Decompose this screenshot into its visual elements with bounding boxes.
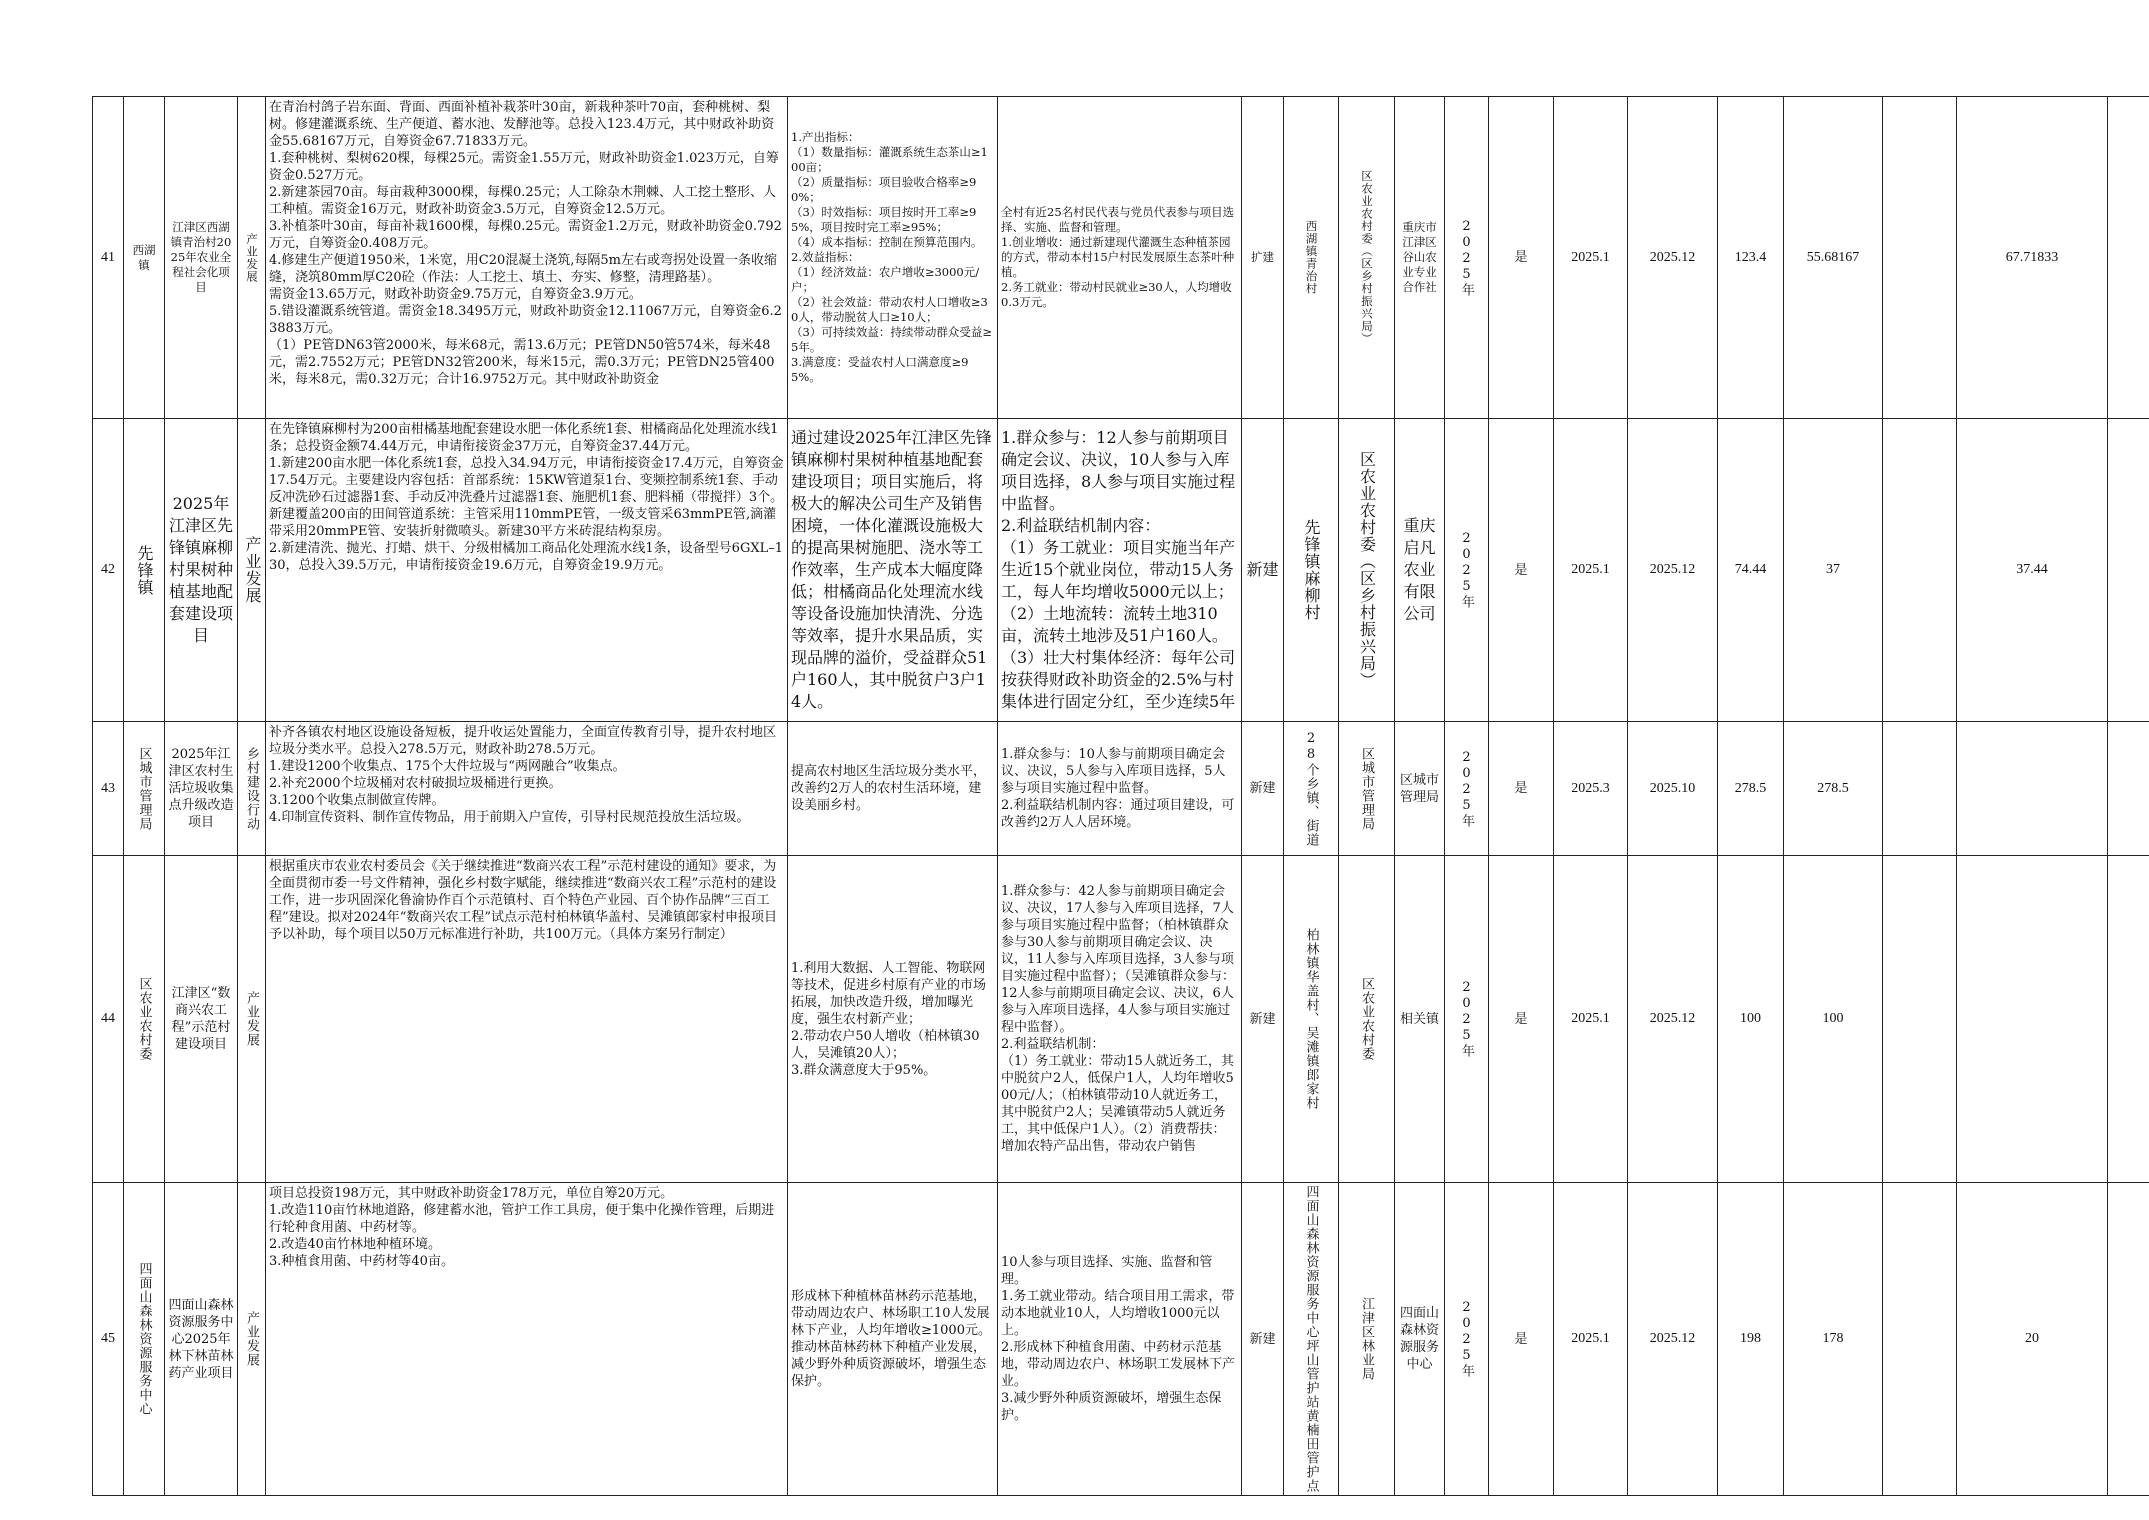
construction-content [269,99,784,388]
benefit-mechanism [1001,883,1238,1155]
end-date: 2025.12 [1649,1331,1696,1346]
table-row [93,856,2149,1183]
table-row [93,1183,2149,1496]
construction-content-line: 需资金13.65万元，财政补助资金9.75万元，自筹资金3.9万元。 [269,287,642,302]
benefit-mechanism-line: 2.利益联结机制内容：通过项目建设，可改善约2万人人居环境。 [1001,798,1235,830]
benefit-mechanism-line: （2）土地流转：流转土地310亩，流转土地涉及51户160人。 [1001,604,1228,645]
self-fund-cell [1957,97,2108,419]
table-row [93,722,2149,856]
construction-nature: 新建 [1246,560,1279,579]
total-investment-cell [1718,856,1784,1183]
inclusion-flag-cell [1489,97,1554,419]
construction-content [269,858,784,943]
end-date-cell [1628,97,1718,419]
project-owner-cell [1395,97,1445,419]
self-fund: 20 [2025,1331,2039,1346]
performance-target [791,1288,994,1390]
inclusion-flag: 是 [1514,1331,1528,1347]
construction-content-line: 5.错设灌溉系统管道。需资金18.3495万元，财政补助资金12.11067万元，自筹资金6.23883万元。 [269,304,782,336]
total-investment-cell [1718,1183,1784,1496]
project-table [92,96,2149,1496]
competent-department: 区农业农村委 [1359,977,1374,1061]
construction-nature: 新建 [1249,1011,1276,1027]
competent-department-cell [1339,97,1395,419]
benefit-mechanism-line: 1.群众参与：12人参与前期项目确定会议、决议，10人参与入库项目选择，8人参与项目实施过程中监督。 [1001,428,1236,513]
fiscal-fund-cell [1784,97,1883,419]
performance-target-line: （1）经济效益：农户增收≥3000元/户； [791,265,980,294]
benefit-mechanism [1001,205,1238,310]
project-type-cell [238,722,266,856]
construction-content-line: 在青治村鸽子岩东面、背面、西面补植补栽茶叶30亩，新栽种茶叶70亩，套种桃树、梨树。修建灌溉系统、生产便道、蓄水池、发酵池等。总投入123.4万元，其中财政补助资金55.68167万元，自筹资金67.71833万元。 [269,100,775,149]
performance-target-cell [788,856,998,1183]
fiscal-fund: 100 [1822,1011,1844,1026]
inclusion-flag: 是 [1514,250,1528,265]
town-name: 西湖镇 [132,242,156,272]
benefit-mechanism-cell [998,722,1242,856]
competent-department: 区城市管理局 [1359,746,1374,831]
construction-content [269,421,784,574]
construction-nature-cell [1242,722,1284,856]
project-site: 西湖镇青治村 [1304,220,1319,295]
construction-content-line: 1.改造110亩竹林地道路，修建蓄水池，管护工作工具房，便于集中化操作管理，后期进行轮种食用菌、中药材等。 [269,1203,775,1235]
benefit-mechanism-cell [998,1183,1242,1496]
remark-cell [2108,419,2149,722]
competent-department-cell [1339,419,1395,722]
construction-content-line: 2.新建清洗、抛光、打蜡、烘干、分级柑橘加工商品化处理流水线1条，设备型号6GXL–130，总投入39.5万元，申请衔接资金19.6万元，自筹资金19.9万元。 [269,541,783,573]
project-name-cell [165,856,238,1183]
plan-year: 2025年 [1459,749,1474,828]
project-type-cell [238,419,266,722]
plan-year-cell [1445,419,1489,722]
table-row [93,419,2149,722]
construction-nature-cell [1242,97,1284,419]
row-number: 44 [101,1011,115,1026]
performance-target-cell [788,97,998,419]
project-site: 28个乡镇、街道 [1303,730,1319,847]
plan-year: 2025年 [1459,980,1474,1058]
construction-nature: 新建 [1249,781,1276,796]
competent-department-cell [1339,722,1395,856]
benefit-mechanism-line: 2.利益联结机制： [1001,1037,1105,1052]
competent-department: 江津区林业局 [1359,1297,1374,1381]
town-name-cell [124,722,165,856]
other-fund-cell [1883,722,1957,856]
project-owner: 重庆市江津区谷山农业专业合作社 [1402,220,1437,294]
start-date: 2025.1 [1571,249,1610,265]
construction-content-cell [266,419,788,722]
performance-target-line: （2）社会效益：带动农村人口增收≥30人，带动脱贫人口≥10人； [791,295,988,324]
construction-content-line: 根据重庆市农业农村委员会《关于继续推进“数商兴农工程”示范村建设的通知》要求，为全面贯彻市委一号文件精神，强化乡村数字赋能，继续推进“数商兴农工程”示范村的建设工作，进一步巩固深化鲁渝协作百个示范镇村、百个特色产业园、百个协作品牌“三百工程”建设。拟对2024年“数商兴农工程”试点示范村柏林镇华盖村、吴滩镇郎家村申报项目予以补助，每个项目以50万元标准进行补助，共100万元。（具体方案另行制定） [269,859,778,942]
remark-cell [2108,97,2149,419]
construction-nature: 新建 [1249,1331,1276,1347]
remark-cell [2108,722,2149,856]
performance-target-line: （1）数量指标：灌溉系统生态茶山≥100亩； [791,145,988,174]
project-site: 先锋镇麻柳村 [1302,519,1321,621]
competent-department-cell [1339,856,1395,1183]
construction-content-line: 1.建设1200个收集点、175个大件垃圾与“两网融合”收集点。 [269,759,626,774]
plan-year-cell [1445,856,1489,1183]
performance-target-line: （2）质量指标：项目验收合格率≥90%； [791,175,977,204]
project-site: 柏林镇华盖村、吴滩镇郎家村 [1303,928,1319,1110]
self-fund-cell [1957,419,2108,722]
inclusion-flag-cell [1489,1183,1554,1496]
start-date-cell [1554,1183,1628,1496]
project-type-cell [238,1183,266,1496]
row-number: 42 [101,562,115,577]
project-site-cell [1284,722,1339,856]
project-owner: 四面山森林资源服务中心 [1399,1306,1439,1372]
end-date-cell [1628,722,1718,856]
project-type: 产业发展 [244,991,259,1047]
performance-target-line: 3.满意度：受益农村人口满意度≥95%。 [791,355,969,384]
inclusion-flag: 是 [1514,562,1528,578]
performance-target-line: 2.带动农户50人增收（柏林镇30人，吴滩镇20人）； [791,1028,980,1061]
benefit-mechanism-line: 1.创业增收：通过新建现代灌溉生态种植茶园的方式，带动本村15户村民发展原生态茶叶种植。 [1001,235,1235,279]
total-investment: 198 [1740,1331,1761,1346]
performance-target-line: （3）时效指标：项目按时开工率≥95%，项目按时完工率≥95%； [791,205,977,234]
project-name-cell [165,419,238,722]
project-name: 2025年江津区农村生活垃圾收集点升级改造项目 [168,747,234,830]
project-type: 产业发展 [245,232,259,283]
construction-nature-cell [1242,1183,1284,1496]
inclusion-flag-cell [1489,856,1554,1183]
performance-target-line: 3.群众满意度大于95%。 [791,1062,937,1078]
remark-cell [2108,1183,2149,1496]
total-investment: 100 [1740,1011,1761,1026]
construction-content [269,1185,784,1270]
start-date: 2025.1 [1571,1011,1610,1026]
construction-content-line: 在先锋镇麻柳村为200亩柑橘基地配套建设水肥一体化系统1套、柑橘商品化处理流水线1条；总投资金额74.44万元，申请衔接资金37万元，自筹资金37.44万元。 [269,422,779,454]
construction-content-line: 3.种植食用菌、中药材等40亩。 [269,1254,454,1269]
benefit-mechanism-line: 1.群众参与：10人参与前期项目确定会议、决议，5人参与入库项目选择，5人参与项目实施过程中监督。 [1001,747,1226,796]
performance-target [791,130,994,385]
row-number: 45 [101,1331,115,1346]
inclusion-flag: 是 [1514,781,1528,796]
construction-content-line: 2.补充2000个垃圾桶对农村破损垃圾桶进行更换。 [269,776,562,791]
project-name-cell [165,722,238,856]
performance-target-line: 形成林下种植林苗林药示范基地，带动周边农户、林场职工10人发展林下产业，人均年增收≥1000元。推动林苗林药林下种植产业发展，减少野外种质资源破坏，增强生态保护。 [791,1289,991,1389]
project-type: 产业发展 [244,1311,259,1367]
benefit-mechanism-line: 1.群众参与：42人参与前期项目确定会议、决议，17人参与入库项目选择，7人参与项目实施过程中监督；（柏林镇群众参与30人参与前期项目确定会议、决议，11人参与入库项目选择，3人参与项目实施过程中监督）；（吴滩镇群众参与：12人参与前期项目确定会议、决议，6人参与入库项目选择，4人参与项目实施过程中监督）。 [1001,884,1236,1035]
benefit-mechanism-line: 3.减少野外种质资源破坏，增强生态保护。 [1001,1391,1222,1423]
performance-target-cell [788,1183,998,1496]
performance-target-line: 提高农村地区生活垃圾分类水平，改善约2万人的农村生活环境，建设美丽乡村。 [791,764,987,813]
plan-year-cell [1445,722,1489,856]
self-fund: 67.71833 [2005,249,2059,265]
project-site-cell [1284,419,1339,722]
benefit-mechanism-line: 2.形成林下种植食用菌、中药材示范基地，带动周边农户、林场职工发展林下产业。 [1001,1340,1236,1389]
plan-year: 2025年 [1459,531,1474,609]
construction-content-cell [266,856,788,1183]
total-investment-cell [1718,419,1784,722]
benefit-mechanism-line: （3）壮大村集体经济：每年公司按获得财政补助资金的2.5%与村集体进行固定分红，至少连续5年 [1001,648,1236,711]
performance-target-line: 通过建设2025年江津区先锋镇麻柳村果树种植基地配套建设项目；项目实施后，将极大的解决公司生产及销售困境，一体化灌溉设施极大的提高果树施肥、浇水等工作效率，生产成本大幅度降低；柑橘商品化处理流水线等设备设施加快清洗、分选等效率，提升水果品质，实现品牌的溢价，受益群众51户160人，其中脱贫户3户14人。 [791,428,992,711]
competent-department: 区农业农村委（区乡村振兴局） [1357,451,1377,689]
benefit-mechanism-line: （1）务工就业：项目实施当年产生近15个就业岗位，带动15人务工，每人年均增收5000元以上； [1001,538,1236,601]
project-name-cell [165,1183,238,1496]
benefit-mechanism-line: 全村有近25名村民代表与党员代表参与项目选择、实施、监督和管理。 [1001,205,1235,234]
competent-department: 区农业农村委（区乡村振兴局） [1360,170,1374,345]
fiscal-fund-cell [1784,419,1883,722]
construction-nature: 扩建 [1251,250,1274,264]
end-date: 2025.12 [1649,562,1696,577]
start-date-cell [1554,419,1628,722]
row-number: 41 [101,249,115,265]
town-name-cell [124,1183,165,1496]
construction-content-line: 项目总投资198万元，其中财政补助资金178万元，单位自筹20万元。 [269,1186,674,1201]
end-date: 2025.12 [1649,1011,1696,1026]
fiscal-fund-cell [1784,722,1883,856]
end-date: 2025.12 [1649,249,1696,265]
town-name-cell [124,97,165,419]
end-date-cell [1628,856,1718,1183]
project-site-cell [1284,97,1339,419]
benefit-mechanism-line: 2.务工就业：带动村民就业≥30人，人均增收0.3万元。 [1001,280,1232,309]
benefit-mechanism-line: 2.利益联结机制内容： [1001,516,1161,535]
inclusion-flag-cell [1489,722,1554,856]
fiscal-fund: 37 [1826,562,1840,577]
benefit-mechanism [1001,427,1238,713]
start-date: 2025.1 [1571,1331,1610,1346]
project-name: 江津区西湖镇青治村2025年农业全程社会化项目 [170,220,232,294]
project-owner-cell [1395,419,1445,722]
benefit-mechanism-cell [998,97,1242,419]
self-fund-cell [1957,856,2108,1183]
other-fund-cell [1883,1183,1957,1496]
town-name: 区农业农村委 [136,977,152,1061]
performance-target-line: （4）成本指标：控制在预算范围内。 [791,235,983,249]
town-name-cell [124,419,165,722]
performance-target-cell [788,419,998,722]
construction-content-line: 2.改造40亩竹林地种植环境。 [269,1237,441,1252]
benefit-mechanism-line: 10人参与项目选择、实施、监督和管理。 [1001,1255,1213,1287]
performance-target [791,427,994,713]
fiscal-fund: 178 [1822,1331,1844,1346]
plan-year: 2025年 [1459,1300,1474,1378]
project-type-cell [238,97,266,419]
project-site-cell [1284,1183,1339,1496]
start-date: 2025.3 [1571,780,1610,796]
performance-target [791,763,994,814]
project-owner: 相关镇 [1399,1011,1439,1027]
fiscal-fund-cell [1784,856,1883,1183]
project-site: 四面山森林资源服务中心坪山管护站黄楠田管护点 [1303,1185,1319,1493]
project-type-cell [238,856,266,1183]
construction-content-line: 1.套种桃树、梨树620棵，每棵25元。需资金1.55万元，财政补助资金1.023万元，自筹资金0.527万元。 [269,151,779,183]
start-date-cell [1554,722,1628,856]
benefit-mechanism-line: 1.务工就业带动。结合项目用工需求，带动本地就业10人，人均增收1000元以上。 [1001,1289,1235,1338]
competent-department-cell [1339,1183,1395,1496]
plan-year-cell [1445,1183,1489,1496]
row-number-cell [93,856,124,1183]
start-date-cell [1554,856,1628,1183]
construction-content-cell [266,97,788,419]
total-investment-cell [1718,722,1784,856]
inclusion-flag: 是 [1514,1011,1528,1027]
benefit-mechanism [1001,746,1238,831]
row-number-cell [93,722,124,856]
fiscal-fund-cell [1784,1183,1883,1496]
end-date-cell [1628,419,1718,722]
construction-content-line: 1.新建200亩水肥一体化系统1套，总投入34.94万元，申请衔接资金17.4万元，自筹资金17.54万元。主要建设内容包括：首部系统：15KW管道泵1台、变频控制系统1套、手动反冲洗砂石过滤器1套、手动反冲洗叠片过滤器1套、施肥机1套、肥料桶（带搅拌）3个。新建覆盖200亩的田间管道系统：主管采用110mmPE管，一级支管采63mmPE管,滴灌带采用20mmPE管、安装折射微喷头。新建30平方米砖混结构泵房。 [269,456,784,539]
table-row [93,97,2149,419]
row-number: 43 [101,780,115,796]
construction-nature-cell [1242,419,1284,722]
benefit-mechanism-line: （1）务工就业：带动15人就近务工，其中脱贫户2人，低保户1人，人均年增收500元/人；（柏林镇带动10人就近务工，其中脱贫户2人；吴滩镇带动5人就近务工，其中低保户1人）。（2）消费帮扶：增加农特产品出售，带动农户销售 [1001,1054,1234,1154]
start-date-cell [1554,97,1628,419]
town-name: 区城市管理局 [136,746,152,831]
plan-year-cell [1445,97,1489,419]
construction-content-line: 3.1200个收集点制做宣传牌。 [269,793,445,808]
project-name: 2025年江津区先锋镇麻柳村果树种植基地配套建设项目 [168,494,233,645]
town-name: 先锋镇 [135,544,154,596]
start-date: 2025.1 [1571,562,1610,577]
project-type: 乡村建设行动 [244,746,259,831]
table-body [93,97,2149,1496]
construction-content-line: 补齐各镇农村地区设施设备短板，提升收运处置能力，全面宣传教育引导，提升农村地区垃圾分类水平。总投入278.5万元，财政补助278.5万元。 [269,725,777,757]
project-owner-cell [1395,856,1445,1183]
project-owner: 区城市管理局 [1399,772,1439,805]
construction-nature-cell [1242,856,1284,1183]
town-name-cell [124,856,165,1183]
remark-cell [2108,856,2149,1183]
performance-target [791,960,994,1079]
performance-target-line: （3）可持续效益：持续带动群众受益≥5年。 [791,325,992,354]
other-fund-cell [1883,856,1957,1183]
town-name: 四面山森林资源服务中心 [136,1262,152,1416]
project-name: 四面山森林资源服务中心2025年林下林苗林药产业项目 [168,1297,234,1381]
construction-content-cell [266,722,788,856]
construction-content-line: 2.新建茶园70亩。每亩栽种3000棵，每棵0.25元；人工除杂木荆棘、人工挖土整形、人工种植。需资金16万元，财政补助资金3.5万元，自筹资金12.5万元。 [269,185,776,217]
total-investment: 278.5 [1734,780,1767,796]
construction-content-line: （1）PE管DN63管2000米，每米68元，需13.6万元；PE管DN50管574米，每米48元，需2.7552万元；PE管DN32管200米，每米15元，需0.3万元；PE管DN25管400米，每米8元，需0.32万元；合计16.9752万元。其中财政补助资金 [269,338,775,387]
project-name: 江津区“数商兴农工程”示范村建设项目 [171,986,231,1052]
fiscal-fund: 278.5 [1817,780,1849,796]
construction-content-line: 3.补植茶叶30亩，每亩补栽1600棵，每棵0.25元。需资金1.2万元，财政补助资金0.792万元，自筹资金0.408万元。 [269,219,782,251]
row-number-cell [93,1183,124,1496]
performance-target-cell [788,722,998,856]
benefit-mechanism-cell [998,419,1242,722]
project-site-cell [1284,856,1339,1183]
end-date-cell [1628,1183,1718,1496]
total-investment: 74.44 [1734,562,1767,577]
project-owner: 重庆启凡农业有限公司 [1403,516,1436,623]
performance-target-line: 1.利用大数据、人工智能、物联网等技术，促进乡村原有产业的市场拓展，加快改造升级，增加曝光度，强生农村新产业； [791,960,987,1027]
row-number-cell [93,419,124,722]
total-investment: 123.4 [1734,249,1767,265]
construction-content-line: 4.印制宣传资料、制作宣传物品，用于前期入户宣传，引导村民规范投放生活垃圾。 [269,810,750,825]
construction-content-line: 4.修建生产便道1950米，1米宽，用C20混凝土浇筑,每隔5m左右或弯拐处设置一条收缩缝，浇筑80mm厚C20砼（作法：人工挖土、填土、夯实、修整，清理路基）。 [269,253,777,285]
other-fund-cell [1883,97,1957,419]
project-name-cell [165,97,238,419]
total-investment-cell [1718,97,1784,419]
project-type: 产业发展 [243,536,262,604]
plan-year: 2025年 [1459,218,1474,297]
construction-content [269,724,784,826]
benefit-mechanism [1001,1254,1238,1424]
self-fund-cell [1957,722,2108,856]
fiscal-fund: 55.68167 [1806,249,1860,265]
row-number-cell [93,97,124,419]
construction-content-cell [266,1183,788,1496]
self-fund: 37.44 [2016,562,2048,577]
benefit-mechanism-cell [998,856,1242,1183]
project-owner-cell [1395,722,1445,856]
end-date: 2025.10 [1649,780,1696,796]
project-owner-cell [1395,1183,1445,1496]
performance-target-line: 2.效益指标： [791,250,860,264]
other-fund-cell [1883,419,1957,722]
self-fund-cell [1957,1183,2108,1496]
inclusion-flag-cell [1489,419,1554,722]
performance-target-line: 1.产出指标： [791,130,860,144]
